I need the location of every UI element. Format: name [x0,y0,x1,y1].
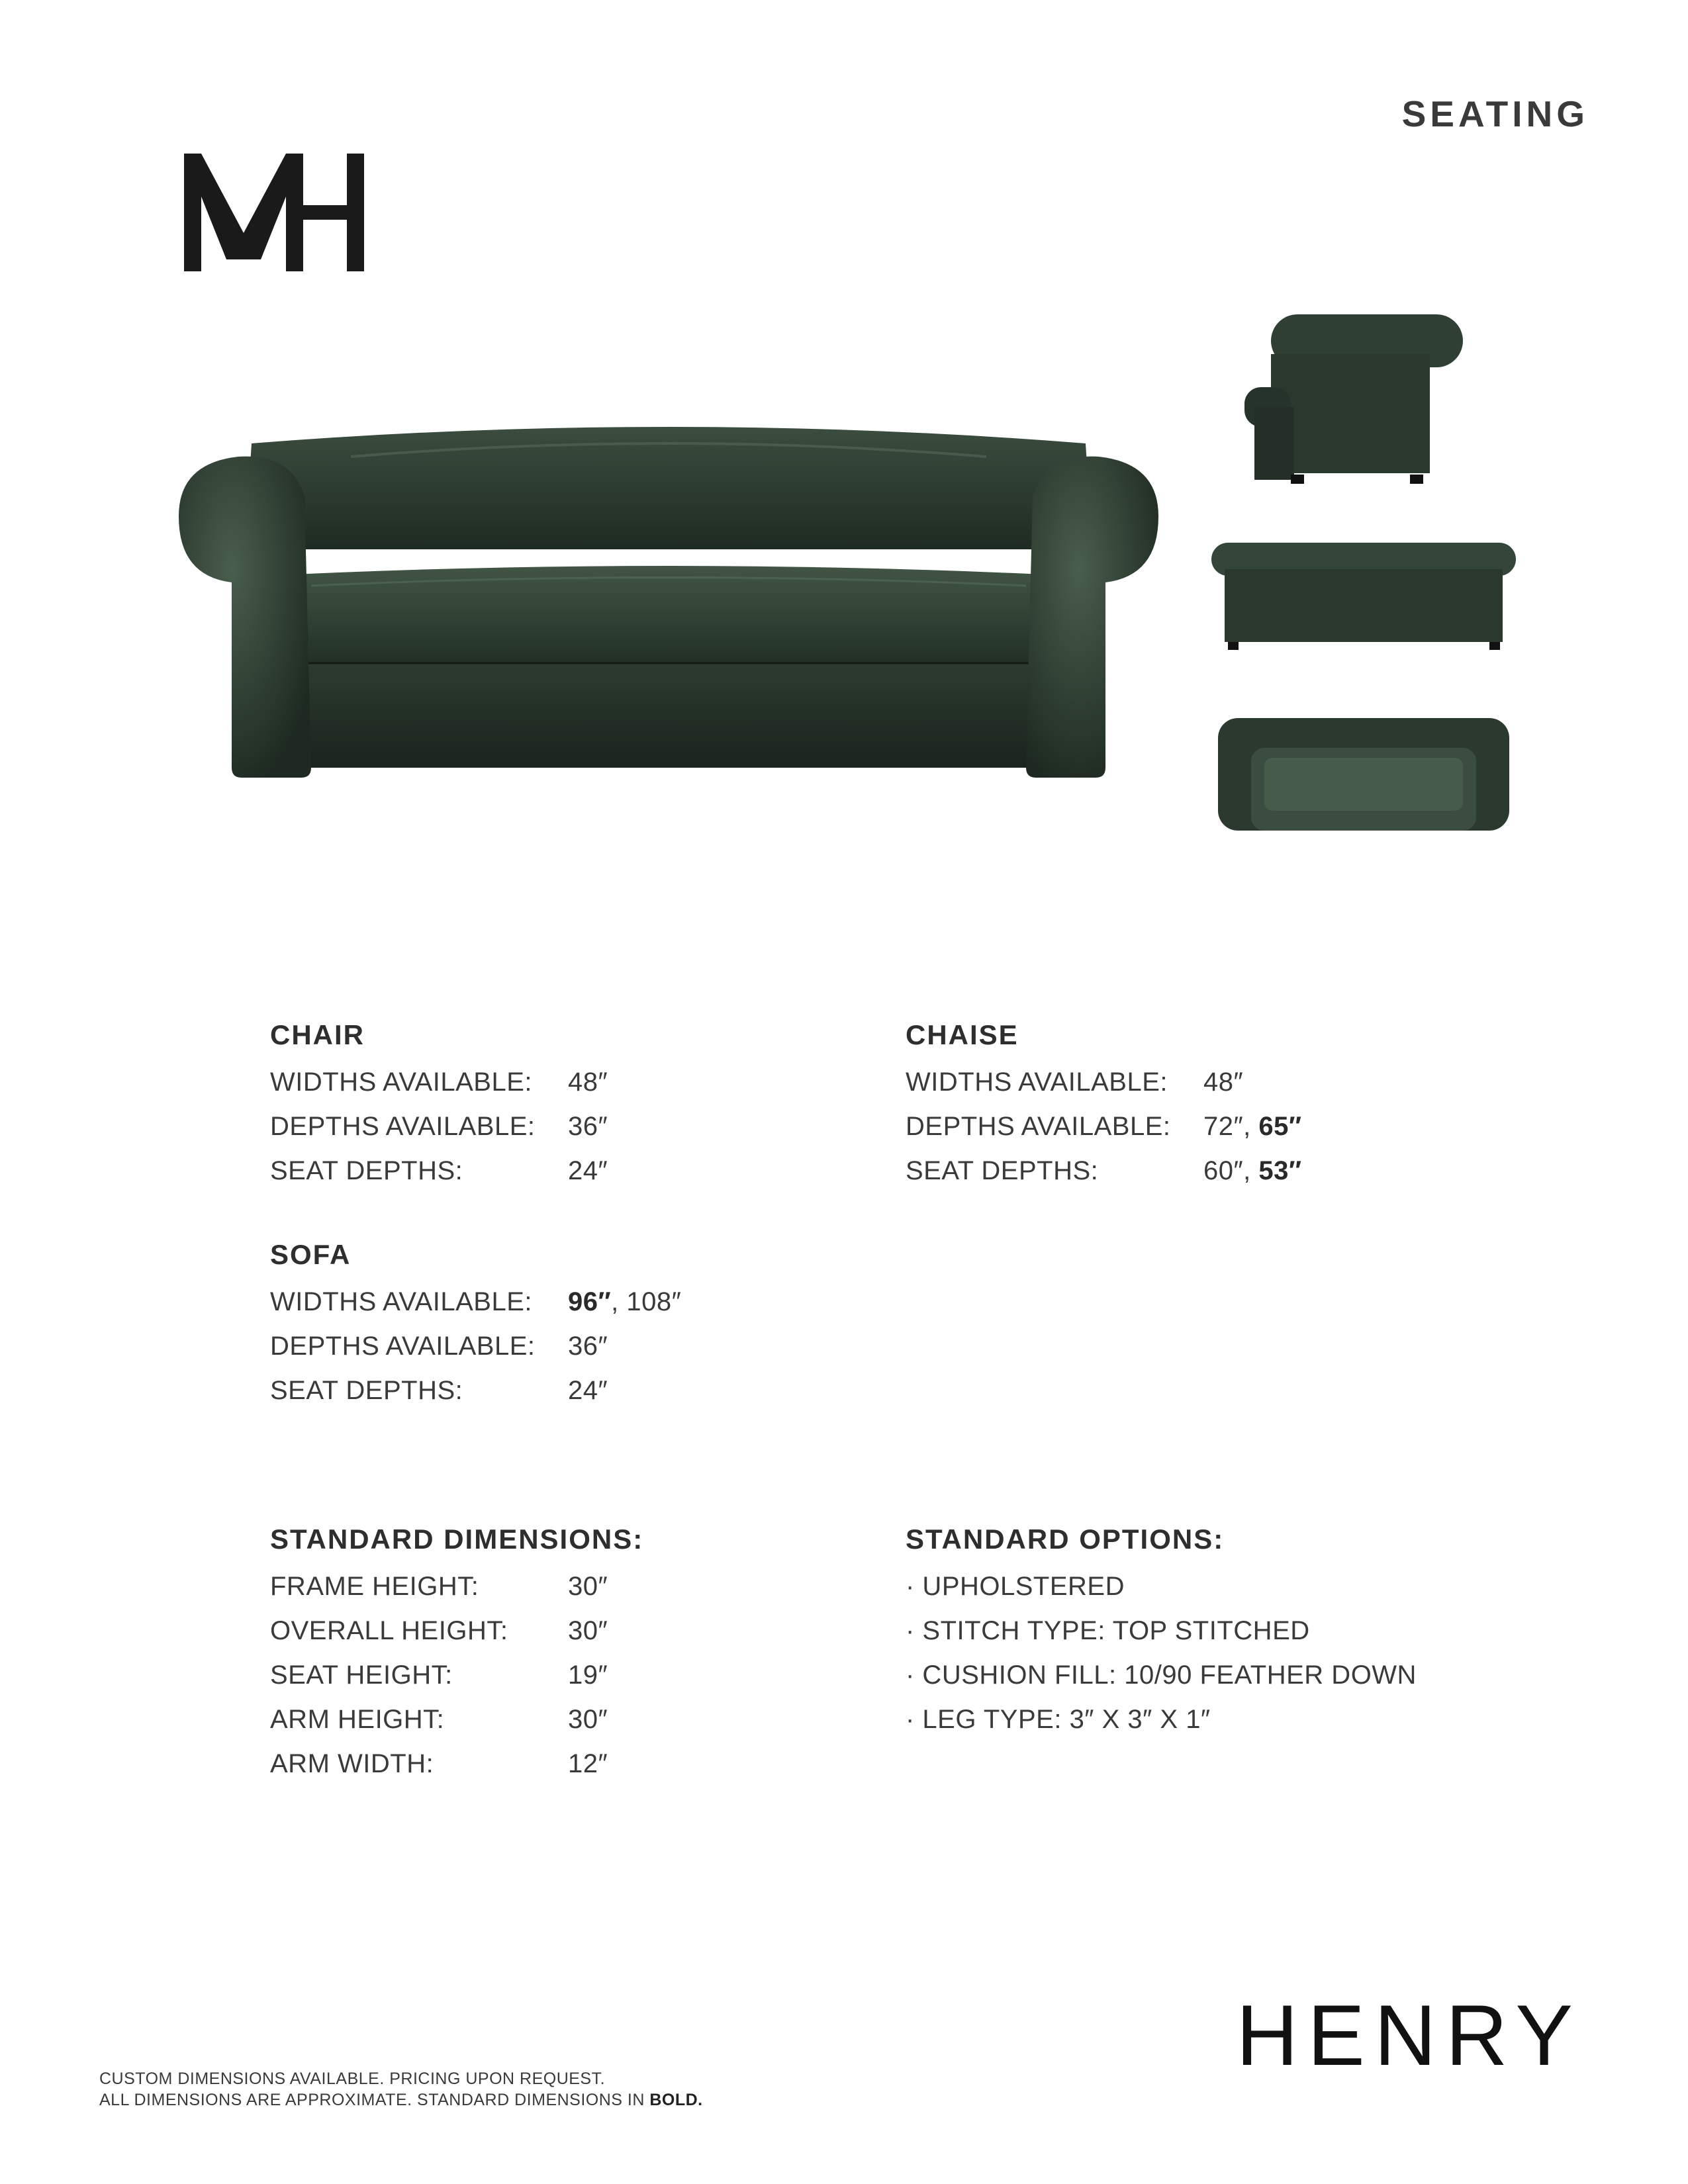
spec-row [270,1060,608,1105]
spec-value: 36″ [568,1332,608,1361]
spec-label: SEAT DEPTHS: [270,1376,463,1405]
footnote-line-2: ALL DIMENSIONS ARE APPROXIMATE. STANDARD DIMENSIONS IN BOLD. [99,2091,703,2109]
spec-row [270,1565,643,1609]
spec-row [270,1149,608,1193]
sofa-top-photo [1205,711,1523,844]
spec-value: 72″, 65″ [1203,1112,1302,1141]
spec-row [906,1149,1302,1193]
spec-label: DEPTHS AVAILABLE: [270,1332,536,1361]
standard-dimensions [270,1524,643,1786]
spec-row [270,1653,643,1698]
option-item: · STITCH TYPE: TOP STITCHED [906,1616,1310,1645]
chaise-title: CHAISE [906,1019,1019,1050]
sofa-side-photo [1205,301,1523,486]
brand-wordmark: HENRY [1236,1987,1582,2083]
option-item: · UPHOLSTERED [906,1572,1125,1601]
spec-value: 30″ [568,1705,608,1734]
spec-label: FRAME HEIGHT: [270,1572,479,1601]
standard-dimensions-title: STANDARD DIMENSIONS: [270,1524,644,1555]
spec-value: 19″ [568,1661,608,1690]
mh-logo [184,154,364,271]
spec-label: WIDTHS AVAILABLE: [906,1068,1168,1097]
spec-value: 30″ [568,1616,608,1645]
spec-label: SEAT HEIGHT: [270,1661,453,1690]
spec-row [906,1105,1302,1149]
category-label: SEATING [1401,93,1589,134]
spec-row [270,1324,681,1369]
spec-row [270,1280,681,1324]
chair-title: CHAIR [270,1019,365,1050]
spec-value: 48″ [1203,1068,1244,1097]
spec-value: 36″ [568,1112,608,1141]
footnote [99,2068,703,2111]
spec-label: ARM HEIGHT: [270,1705,445,1734]
spec-label: ARM WIDTH: [270,1749,434,1778]
spec-label: SEAT DEPTHS: [270,1156,463,1185]
spec-row [270,1609,643,1653]
sofa-spec [270,1239,681,1413]
spec-label: DEPTHS AVAILABLE: [906,1112,1171,1141]
standard-options [906,1524,1417,1742]
spec-row [270,1105,608,1149]
chaise-spec [906,1019,1302,1193]
spec-value: 30″ [568,1572,608,1601]
spec-value: 96″, 108″ [568,1287,682,1316]
spec-value: 60″, 53″ [1203,1156,1302,1185]
sofa-front-photo [179,417,1158,788]
spec-label: WIDTHS AVAILABLE: [270,1287,533,1316]
chair-spec [270,1019,608,1193]
spec-label: SEAT DEPTHS: [906,1156,1099,1185]
spec-label: WIDTHS AVAILABLE: [270,1068,533,1097]
spec-row [270,1369,681,1413]
spec-value: 24″ [568,1156,608,1185]
spec-row [906,1060,1302,1105]
option-item: · LEG TYPE: 3″ X 3″ X 1″ [906,1705,1211,1734]
standard-options-title: STANDARD OPTIONS: [906,1524,1225,1555]
option-item: · CUSHION FILL: 10/90 FEATHER DOWN [906,1661,1417,1690]
spec-value: 48″ [568,1068,608,1097]
spec-label: OVERALL HEIGHT: [270,1616,508,1645]
spec-row [270,1742,643,1786]
spec-value: 24″ [568,1376,608,1405]
sofa-title: SOFA [270,1239,352,1270]
footnote-line-1: CUSTOM DIMENSIONS AVAILABLE. PRICING UPON REQUEST. [99,2070,606,2088]
sofa-back-photo [1205,536,1523,655]
spec-label: DEPTHS AVAILABLE: [270,1112,536,1141]
spec-row [270,1698,643,1742]
spec-value: 12″ [568,1749,608,1778]
